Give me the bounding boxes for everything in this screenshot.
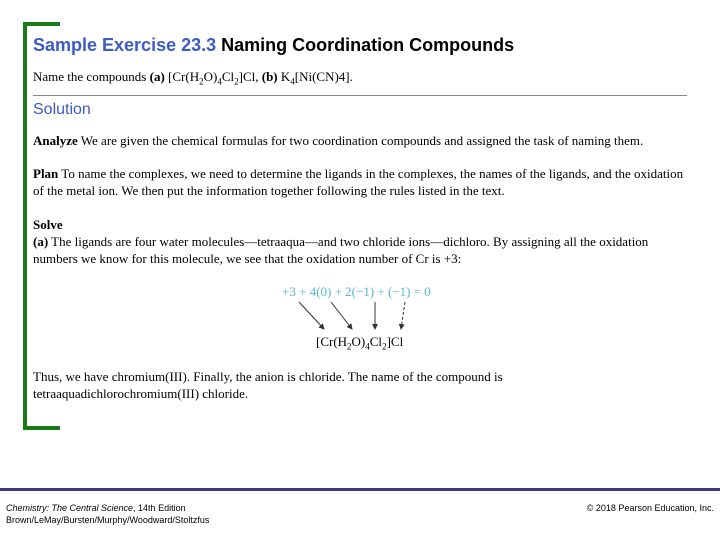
plan-paragraph: Plan To name the complexes, we need to determine the ligands in the complexes, the names of the ligands, and the oxidation of the metal ion. We then put the information together following the rules listed in the text. bbox=[33, 166, 684, 198]
prompt: Name the compounds (a) $[Cr(H_2O)_4Cl_2]Cl$, (b) $K_4[Ni(CN)4]$. bbox=[33, 69, 353, 87]
arrow-cl bbox=[401, 302, 405, 329]
solve-paragraph: Solve (a) The ligands are four water molecules—tetraaqua—and two chloride ions—dichloro. By assigning all the oxidation numbers we know for this molecule, we see that the oxidation number of Cr is +3: bbox=[33, 217, 649, 266]
arrow-cr bbox=[299, 302, 324, 329]
footer-copyright: © 2018 Pearson Education, Inc. bbox=[586, 503, 714, 513]
complex-formula: $[Cr(H_2O)_4Cl_2]Cl$ bbox=[316, 334, 404, 352]
page-title: Sample Exercise 23.3 Naming Coordination Compounds bbox=[33, 35, 515, 55]
footer-rule bbox=[0, 488, 720, 491]
arrow-h2o bbox=[331, 302, 352, 329]
analyze-paragraph: Analyze We are given the chemical formulas for two coordination compounds and assigned the task of naming them. bbox=[33, 133, 644, 148]
oxidation-equation: +3 + 4(0) + 2(−1) + (−1) = 0 bbox=[282, 284, 431, 299]
solution-heading: Solution bbox=[33, 101, 91, 118]
footer-citation: Chemistry: The Central Science, 14th Edition Brown/LeMay/Bursten/Murphy/Woodward/Stoltzfus bbox=[6, 503, 210, 525]
conclusion-paragraph: Thus, we have chromium(III). Finally, the anion is chloride. The name of the compound is tetraaquadichlorochromium(III) chloride. bbox=[33, 369, 503, 401]
